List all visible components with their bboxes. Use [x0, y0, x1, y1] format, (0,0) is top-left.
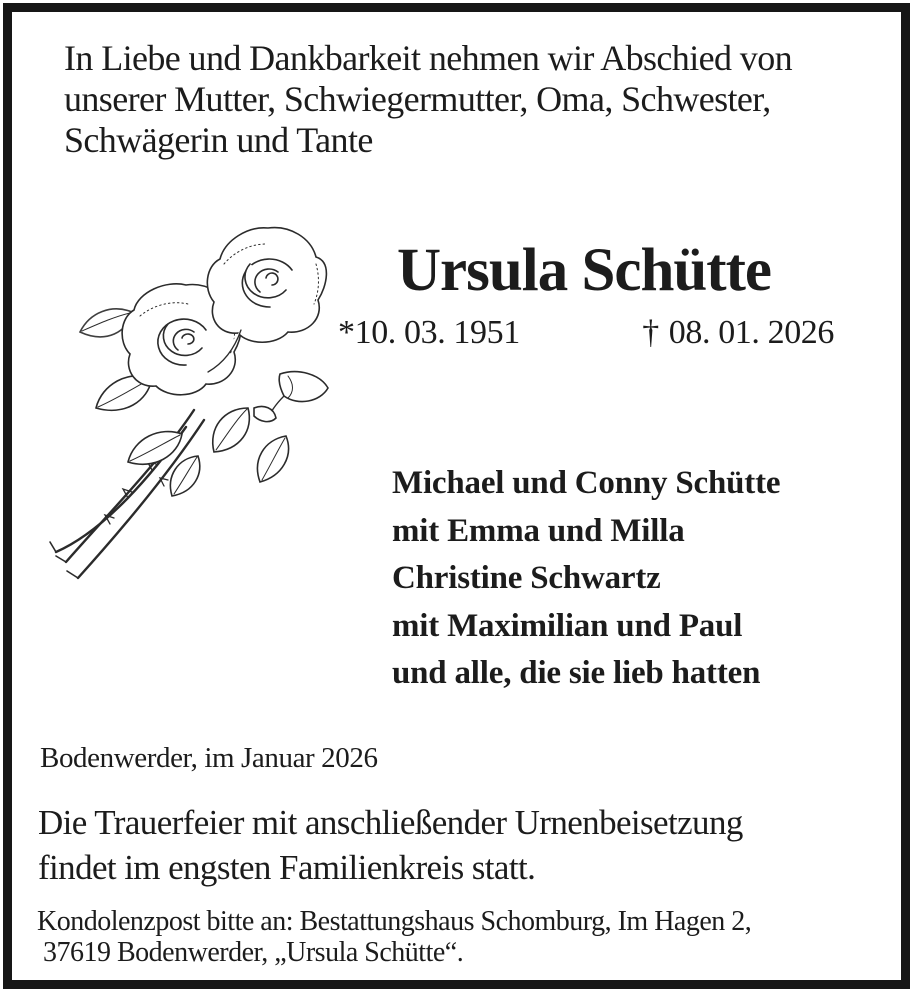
condolence-line-1: Kondolenzpost bitte an: Bestattungshaus Schomburg, Im Hagen 2,: [37, 906, 752, 937]
roses-illustration: [36, 212, 346, 597]
intro-line-3: Schwägerin und Tante: [64, 120, 373, 160]
mourner-line-2: mit Emma und Milla: [392, 512, 685, 549]
funeral-line-1: Die Trauerfeier mit anschließender Urnenbeisetzung: [38, 803, 743, 842]
roses-line-art-svg: [36, 212, 346, 597]
condolence-address: [37, 906, 751, 968]
condolence-line-2: 37619 Bodenwerder, „Ursula Schütte“.: [43, 937, 464, 968]
mourners-list: [392, 460, 892, 698]
funeral-info: [38, 800, 743, 890]
mourner-line-4: mit Maximilian und Paul: [392, 607, 743, 644]
death-cross-symbol: †: [642, 314, 659, 351]
funeral-line-2: findet im engsten Familienkreis statt.: [38, 848, 536, 887]
birth-star-symbol: *: [338, 314, 355, 351]
birth-date-value: 10. 03. 1951: [354, 314, 520, 351]
life-dates: [338, 314, 834, 352]
rose-bud: [254, 372, 328, 422]
death-date-value: 08. 01. 2026: [668, 314, 834, 351]
mourner-line-5: und alle, die sie lieb hatten: [392, 655, 761, 691]
intro-line-2: unserer Mutter, Schwiegermutter, Oma, Schwester,: [64, 79, 771, 119]
place-and-date: Bodenwerder, im Januar 2026: [40, 742, 378, 774]
rose-right: [207, 228, 326, 372]
intro-text: [64, 38, 874, 161]
death-date: [642, 314, 834, 352]
intro-line-1: In Liebe und Dankbarkeit nehmen wir Abschied von: [64, 38, 792, 78]
deceased-name: Ursula Schütte: [396, 237, 772, 304]
mourner-line-3: Christine Schwartz: [392, 560, 661, 596]
birth-date: [338, 314, 520, 352]
mourner-line-1: Michael und Conny Schütte: [392, 465, 781, 501]
